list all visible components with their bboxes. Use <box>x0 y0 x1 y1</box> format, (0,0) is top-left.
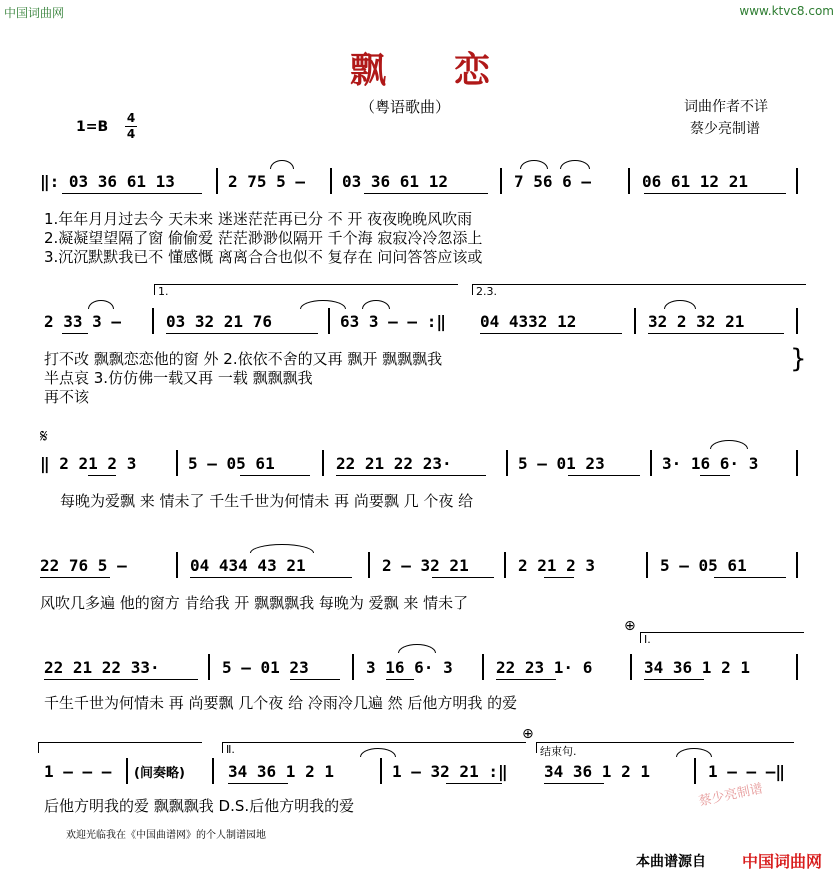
underline-beam <box>700 475 730 476</box>
underline-beam <box>568 475 640 476</box>
barline <box>380 758 382 784</box>
underline-beam <box>62 333 88 334</box>
barline <box>212 758 214 784</box>
lyric-line-2-1: 打不改 飘飘恋恋他的窗 外 2.依依不舍的又再 飘开 飘飘飘我 <box>44 350 443 368</box>
brace-icon: } <box>790 344 807 374</box>
underline-beam <box>480 333 622 334</box>
site-url-right[interactable]: www.ktvc8.com <box>739 4 834 18</box>
measure-6-3: 1 – 32 21 :‖ <box>392 762 508 781</box>
barline <box>694 758 696 784</box>
measure-4-3: 2 – 32 21 <box>382 556 469 575</box>
barline <box>322 450 324 476</box>
barline <box>352 654 354 680</box>
measure-3-4: 5 – 01 23 <box>518 454 605 473</box>
barline <box>152 308 154 334</box>
footer-source-label: 本曲谱源自 <box>636 854 706 870</box>
tie-mark <box>88 300 114 309</box>
barline <box>646 552 648 578</box>
measure-1-5: 06 61 12 21 <box>642 172 748 191</box>
barline <box>208 654 210 680</box>
measure-4-4: 2 21 2 3 <box>518 556 596 575</box>
footer-source-link[interactable]: 中国词曲网 <box>742 852 823 871</box>
barline <box>330 168 332 194</box>
underline-beam <box>290 679 340 680</box>
barline <box>650 450 652 476</box>
barline <box>796 552 798 578</box>
barline <box>216 168 218 194</box>
underline-beam <box>336 475 486 476</box>
barline <box>796 168 798 194</box>
barline <box>482 654 484 680</box>
measure-4-2: 04 434 43 21 <box>190 556 306 575</box>
underline-beam <box>386 679 414 680</box>
measure-5-4: 22 23 1· 6 <box>496 658 593 677</box>
measure-5-5: 34 36 1 2 1 <box>644 658 750 677</box>
measure-1-4: 7 56 6 – <box>514 172 592 191</box>
barline <box>368 552 370 578</box>
underline-beam <box>644 193 786 194</box>
coda-icon: ⊕ <box>522 726 534 742</box>
underline-beam <box>62 193 202 194</box>
lyric-line-5-1: 千生千世为何情未 再 尚要飘 几个夜 给 冷雨冷几遍 然 后他方明我 的爱 <box>44 694 518 712</box>
barline <box>630 654 632 680</box>
lyric-line-2-2: 半点哀 3.仿仿佛一载又再 一载 飘飘飘我 <box>44 369 313 387</box>
measure-1-3: 03 36 61 12 <box>342 172 448 191</box>
arranger-watermark: 蔡少亮制谱 <box>697 781 765 810</box>
song-subtitle: （粤语歌曲） <box>360 98 451 116</box>
underline-beam <box>40 577 110 578</box>
barline <box>328 308 330 334</box>
lyric-line-2-3: 再不该 <box>44 388 90 406</box>
volta-bracket-2: Ⅱ. <box>222 742 526 753</box>
underline-beam <box>364 193 488 194</box>
measure-1-2: 2 75 5 – <box>228 172 306 191</box>
tie-mark <box>398 644 436 653</box>
tie-mark <box>300 300 346 309</box>
underline-beam <box>240 475 310 476</box>
lyric-line-1-3: 3.沉沉默默我已不 懂感慨 离离合合也似不 复存在 问问答答应该或 <box>44 248 483 266</box>
underline-beam <box>544 783 604 784</box>
song-author: 词曲作者不详 <box>684 99 768 115</box>
measure-3-5: 3· 16 6· 3 <box>662 454 759 473</box>
barline <box>628 168 630 194</box>
measure-6-1: 1 – – – <box>44 762 112 781</box>
volta-bracket-1: Ⅰ. <box>640 632 804 643</box>
volta-bracket-1: 1. <box>154 284 458 295</box>
barline <box>176 450 178 476</box>
time-numerator: 4 <box>126 111 136 125</box>
barline <box>504 552 506 578</box>
tie-mark <box>560 160 590 169</box>
segno-icon: 𝄋 <box>40 426 48 447</box>
volta-bracket-end <box>38 742 202 753</box>
barline <box>634 308 636 334</box>
barline <box>126 758 128 784</box>
underline-beam <box>432 577 494 578</box>
key-signature: 1=B <box>76 119 109 135</box>
volta-bracket-2: 2.3. <box>472 284 806 295</box>
underline-beam <box>714 577 786 578</box>
barline <box>176 552 178 578</box>
underline-beam <box>544 577 574 578</box>
measure-5-3: 3 16 6· 3 <box>366 658 453 677</box>
tie-mark <box>270 160 294 169</box>
coda-icon: ⊕ <box>624 618 636 634</box>
measure-6-2: 34 36 1 2 1 <box>228 762 334 781</box>
underline-beam <box>446 783 502 784</box>
barline <box>796 654 798 680</box>
tie-mark <box>664 300 696 309</box>
barline <box>500 168 502 194</box>
measure-2-3: 63 3 – – :‖ <box>340 312 446 331</box>
barline <box>506 450 508 476</box>
measure-2-1: 2 33 3 – <box>44 312 122 331</box>
lyric-line-3-1: 每晚为爱飘 来 情未了 千生千世为何情未 再 尚要飘 几 个夜 给 <box>60 492 474 510</box>
measure-4-1: 22 76 5 – <box>40 556 127 575</box>
underline-beam <box>648 333 784 334</box>
measure-5-1: 22 21 22 33· <box>44 658 160 677</box>
lyric-line-4-1: 风吹几多遍 他的窗方 肯给我 开 飘飘飘我 每晚为 爱飘 来 情未了 <box>40 594 469 612</box>
interlude-note: (间奏略) <box>134 766 185 781</box>
measure-3-3: 22 21 22 23· <box>336 454 452 473</box>
lyric-line-1-2: 2.凝凝望望隔了窗 偷偷爱 茫茫渺渺似隔开 千个海 寂寂冷冷忽添上 <box>44 229 483 247</box>
time-denominator: 4 <box>126 127 136 141</box>
measure-2-5: 32 2 32 21 <box>648 312 745 331</box>
barline <box>796 308 798 334</box>
underline-beam <box>496 679 556 680</box>
underline-beam <box>644 679 704 680</box>
underline-beam <box>88 475 116 476</box>
tie-mark <box>520 160 548 169</box>
measure-2-2: 03 32 21 76 <box>166 312 272 331</box>
underline-beam <box>190 577 352 578</box>
tie-mark <box>250 544 314 553</box>
measure-3-2: 5 – 05 61 <box>188 454 275 473</box>
tie-mark <box>710 440 748 449</box>
underline-beam <box>44 679 198 680</box>
site-name-left: 中国词曲网 <box>4 6 65 20</box>
lyric-line-6-1: 后他方明我的爱 飘飘飘我 D.S.后他方明我的爱 <box>44 797 355 815</box>
measure-4-5: 5 – 05 61 <box>660 556 747 575</box>
underline-beam <box>228 783 288 784</box>
song-title: 飘恋 <box>349 50 558 91</box>
underline-beam <box>166 333 318 334</box>
tie-mark <box>362 300 390 309</box>
measure-3-1: ‖ 2 21 2 3 <box>40 454 137 473</box>
barline <box>796 450 798 476</box>
measure-5-2: 5 – 01 23 <box>222 658 309 677</box>
coda-bracket: 结束句. <box>536 742 794 753</box>
song-arranger: 蔡少亮制谱 <box>690 121 760 137</box>
measure-6-5: 1 – – –‖ <box>708 762 786 781</box>
footer-welcome: 欢迎光临我在《中国曲谱网》的个人制谱园地 <box>66 830 266 841</box>
lyric-line-1-1: 1.年年月月过去今 天未来 迷迷茫茫再已分 不 开 夜夜晚晚风吹雨 <box>44 210 473 228</box>
measure-6-4: 34 36 1 2 1 <box>544 762 650 781</box>
measure-1-1: ‖: 03 36 61 13 <box>40 172 175 191</box>
measure-2-4: 04 4332 12 <box>480 312 577 331</box>
